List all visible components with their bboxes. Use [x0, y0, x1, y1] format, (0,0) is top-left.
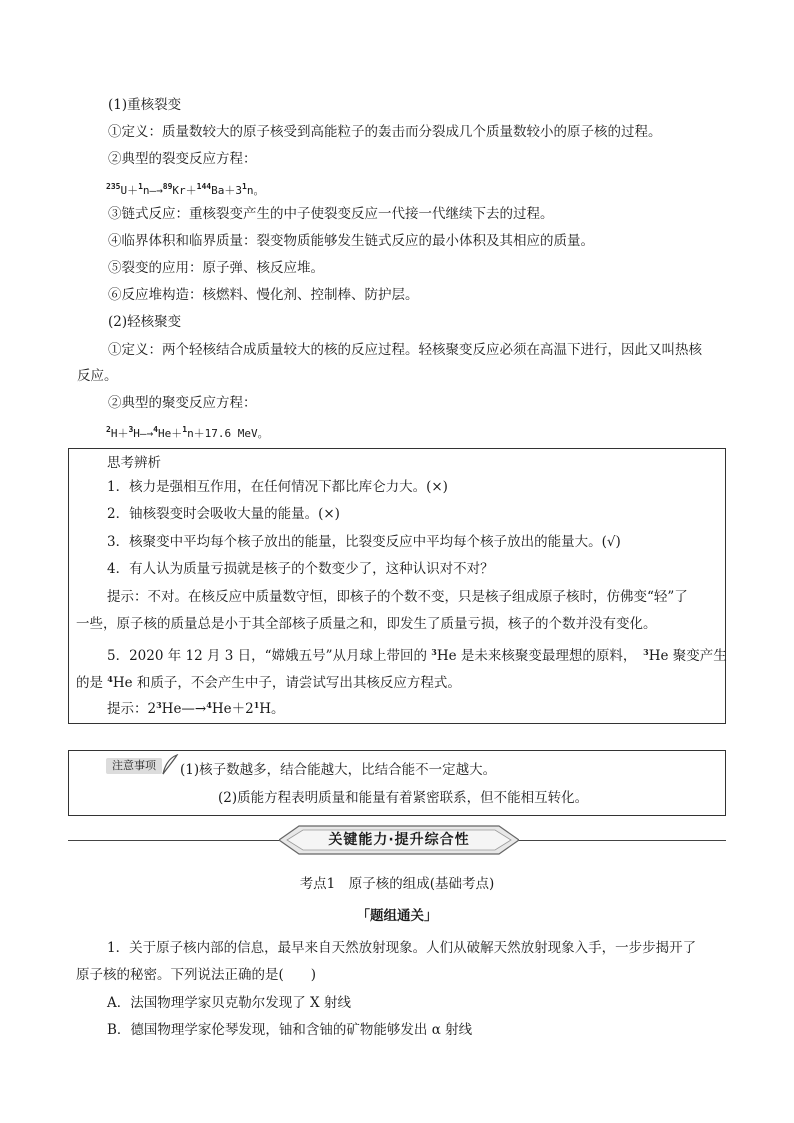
fission-heading: (1)重核裂变 [108, 97, 182, 113]
question1-stem-line2: 原子核的秘密。下列说法正确的是( ) [76, 967, 317, 983]
banner-rule-left [68, 840, 280, 841]
topic-title: 考点1 原子核的组成(基础考点) [299, 876, 495, 892]
question1-stem-line1: 1．关于原子核内部的信息，最早来自天然放射现象。人们从破解天然放射现象入手，一步步揭开了 [107, 940, 697, 956]
thinking-q3: 3．核聚变中平均每个核子放出的能量，比裂变反应中平均每个核子放出的能量大。(√) [107, 534, 621, 550]
thinking-q5-line2: 的是 $^4$He 和质子，不会产生中子，请尝试写出其核反应方程式。 [76, 674, 461, 691]
question-group-label: 「题组通关」 [356, 908, 438, 924]
thinking-a5: 提示：$2^3He—\to^4He+2^1H$。 [107, 700, 285, 717]
fusion-heading: (2)轻核聚变 [108, 314, 182, 330]
thinking-a4-line2: 一些，原子核的质量总是小于其全部核子质量之和，即发生了质量亏损，核子的个数并没有变化。 [76, 616, 657, 632]
critical-mass: ④临界体积和临界质量：裂变物质能够发生链式反应的最小体积及其相应的质量。 [108, 233, 594, 249]
thinking-title: 思考辨析 [107, 455, 161, 471]
thinking-q5-line1: 5．2020 年 12 月 3 日，“嫦娥五号”从月球上带回的 $^3$He 是未来核聚变最理想的原料， $^3$He 聚变产生 [107, 647, 727, 664]
fusion-definition-2: 反应。 [77, 368, 118, 384]
question1-option-a: A．法国物理学家贝克勒尔发现了 X 射线 [107, 995, 351, 1011]
fission-equation: $^{235}U+^1n—\to^{89}Kr+^{144}Ba+3^1n$。 [106, 182, 265, 197]
fission-definition: ①定义：质量数较大的原子核受到高能粒子的轰击而分裂成几个质量数较小的原子核的过程。 [108, 124, 662, 140]
question1-option-b: B．德国物理学家伦琴发现，铀和含铀的矿物能够发出 α 射线 [107, 1022, 473, 1038]
fusion-equation-label: ②典型的聚变反应方程： [108, 395, 257, 411]
note-2: (2)质能方程表明质量和能量有着紧密联系，但不能相互转化。 [218, 790, 589, 806]
note-1: (1)核子数越多，结合能越大，比结合能不一定越大。 [180, 762, 497, 778]
fusion-definition-1: ①定义：两个轻核结合成质量较大的核的反应过程。轻核聚变反应必须在高温下进行，因此又叫热核 [108, 342, 702, 358]
thinking-q4: 4．有人认为质量亏损就是核子的个数变少了，这种认识对不对？ [107, 561, 494, 577]
notes-badge: 注意事项 [106, 758, 162, 774]
feather-pen-icon [160, 754, 180, 776]
fusion-equation: $^2$H＋$^3$H—→$^4$He＋$^1$n＋17.6 MeV。 [106, 425, 269, 440]
fission-applications: ⑤裂变的应用：原子弹、核反应堆。 [108, 260, 324, 276]
thinking-q2: 2．铀核裂变时会吸收大量的能量。(×) [107, 506, 340, 522]
section-banner-title: 关键能力·提升综合性 [328, 832, 470, 848]
chain-reaction: ③链式反应：重核裂变产生的中子使裂变反应一代接一代继续下去的过程。 [108, 206, 554, 222]
thinking-a4-line1: 提示：不对。在核反应中质量数守恒，即核子的个数不变，只是核子组成原子核时，仿佛变“轻”了 [107, 589, 688, 605]
fission-equation-label: ②典型的裂变反应方程： [108, 151, 257, 167]
reactor-structure: ⑥反应堆构造：核燃料、慢化剂、控制棒、防护层。 [108, 287, 419, 303]
thinking-q1: 1．核力是强相互作用，在任何情况下都比库仑力大。(×) [107, 479, 448, 495]
banner-rule-right [518, 840, 726, 841]
